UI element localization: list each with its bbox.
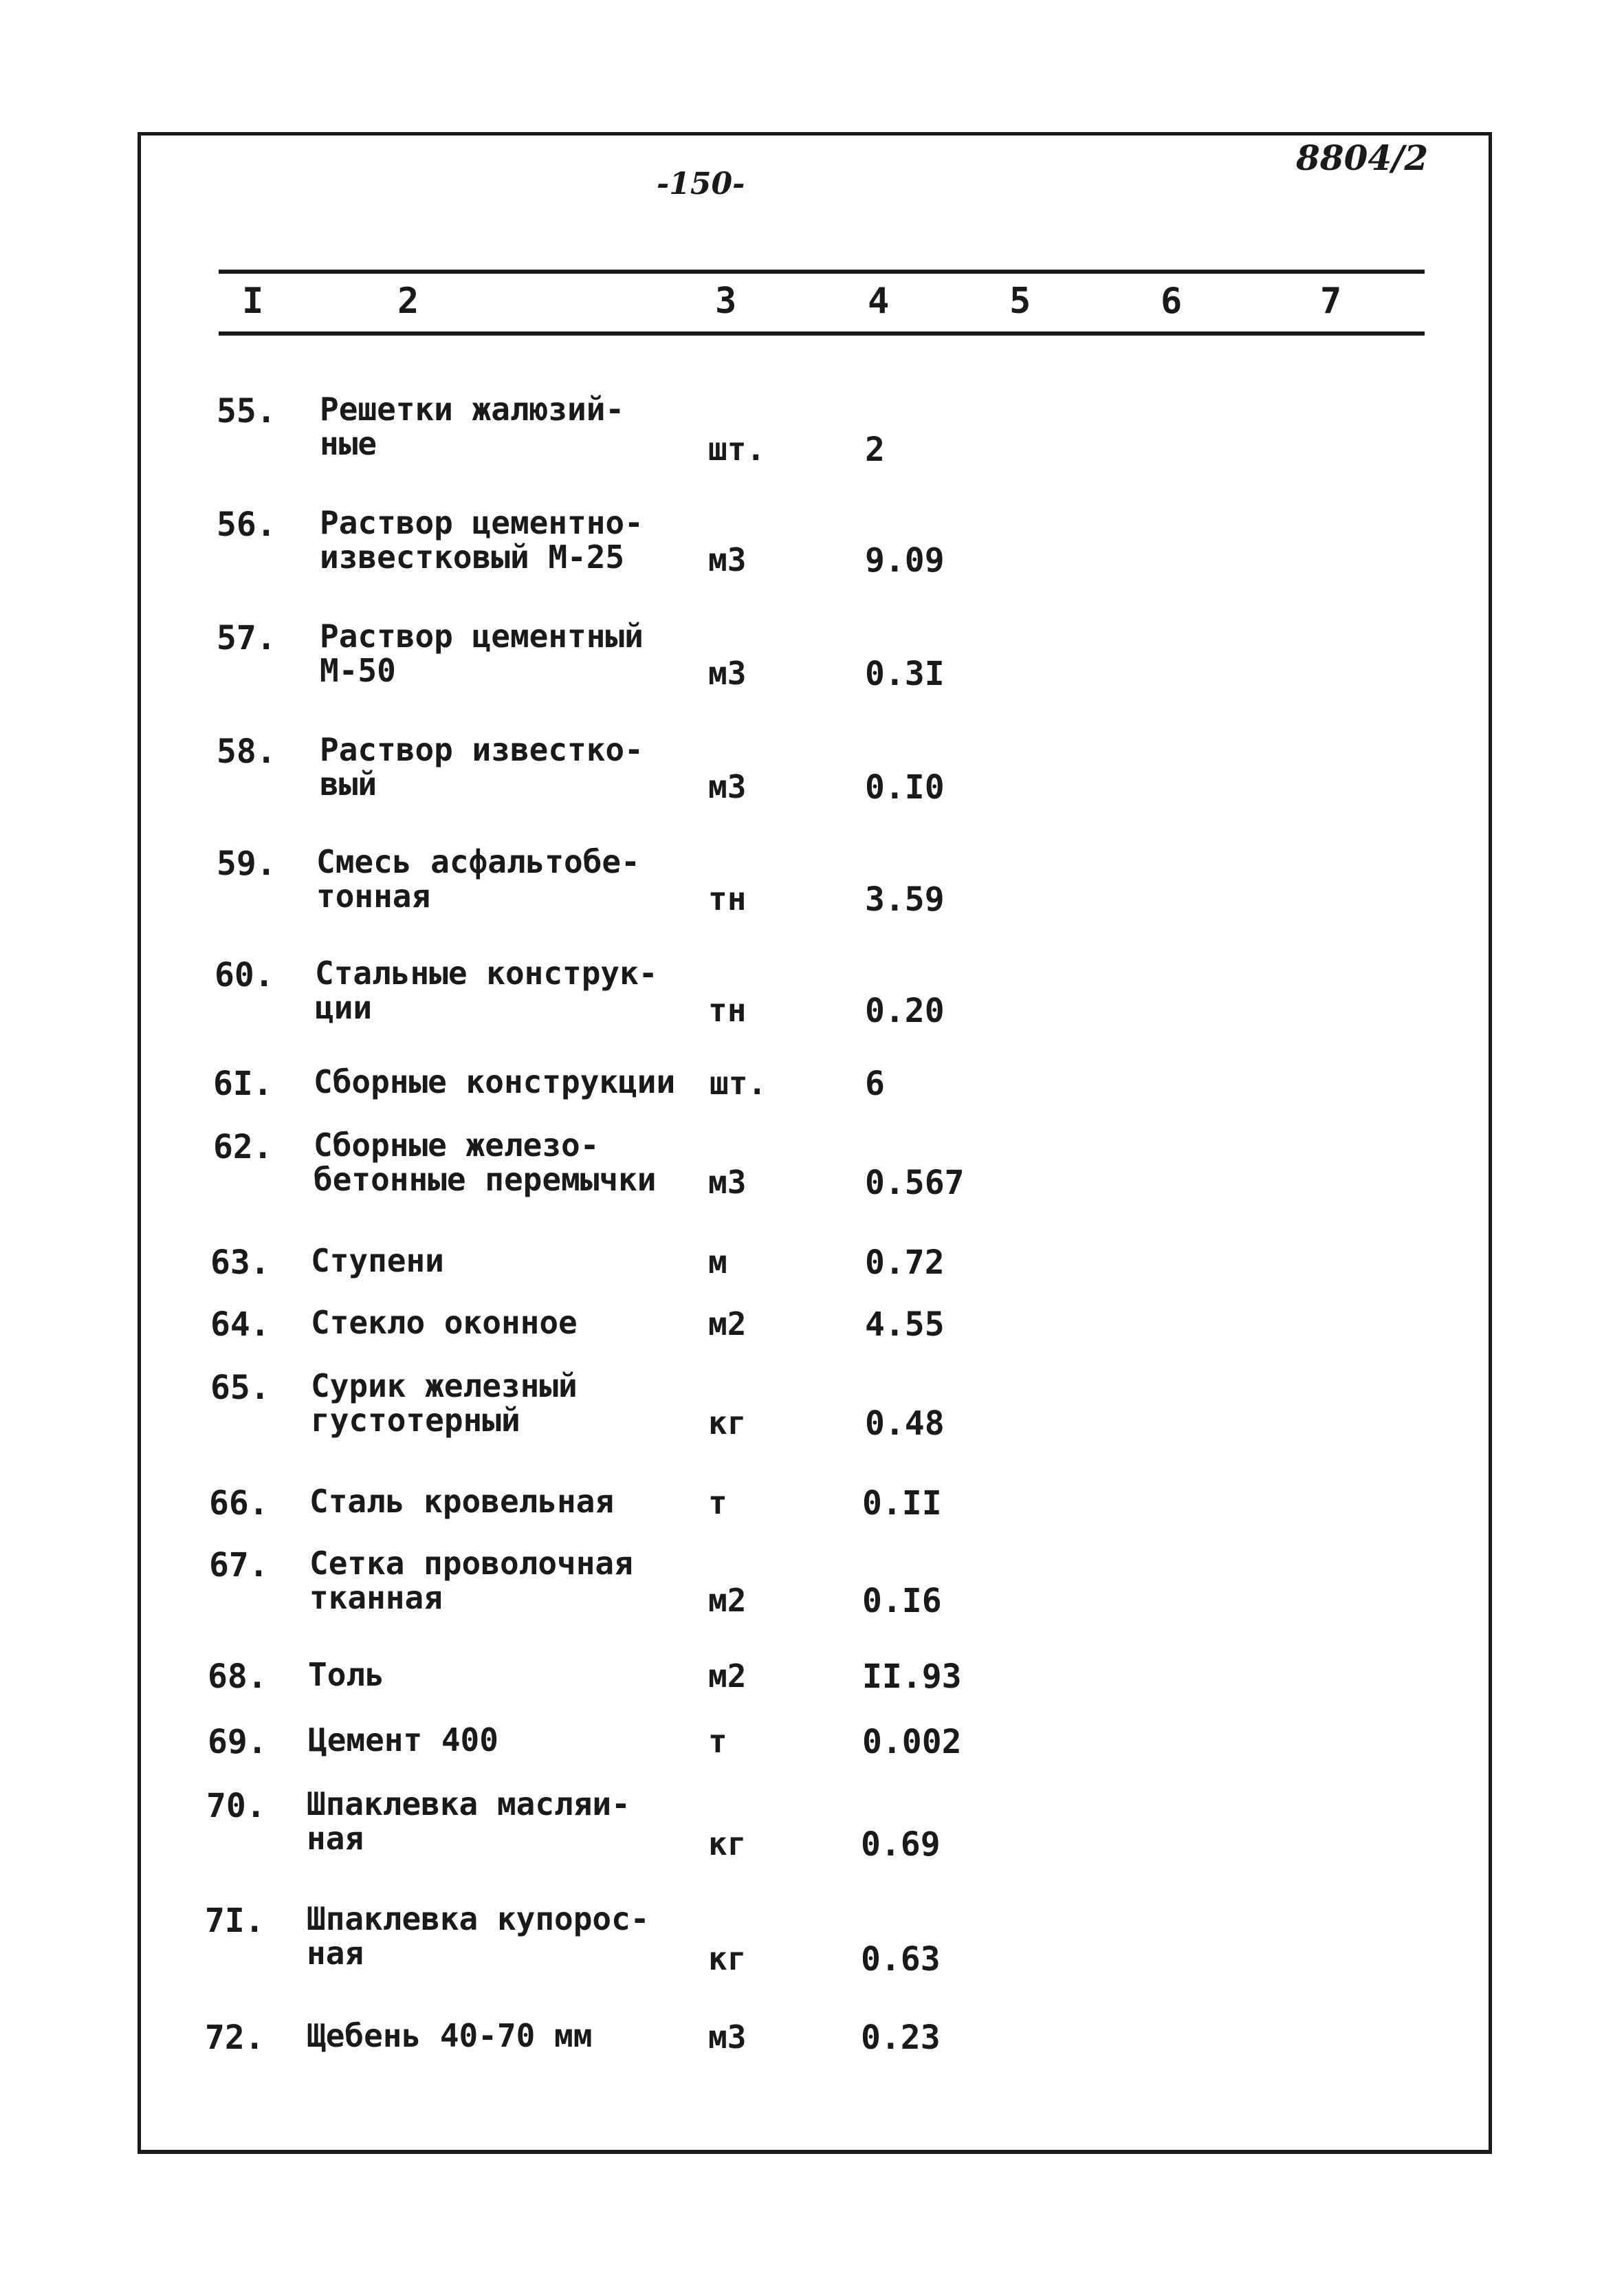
row-unit: тн	[708, 880, 747, 917]
row-quantity: 0.48	[865, 1404, 945, 1443]
row-unit: м3	[708, 655, 747, 692]
row-unit: тн	[708, 992, 747, 1029]
row-number: 65.	[210, 1369, 270, 1407]
row-material: Раствор цементно- известковый М-25	[320, 504, 644, 576]
row-quantity: 0.63	[861, 1940, 941, 1979]
row-material: Сетка проволочная тканная	[309, 1545, 633, 1616]
row-quantity: II.93	[862, 1657, 962, 1696]
row-quantity: 6	[865, 1065, 885, 1103]
row-quantity: 0.002	[862, 1723, 962, 1761]
column-header-3: 3	[715, 281, 737, 322]
row-number: 63.	[210, 1243, 270, 1282]
column-header-1: I	[242, 281, 264, 322]
row-number: 66.	[209, 1484, 269, 1523]
column-header-5: 5	[1009, 281, 1031, 322]
row-unit: м	[708, 1243, 727, 1281]
column-header-2: 2	[397, 281, 419, 322]
row-unit: м3	[708, 768, 747, 805]
header-rule-top	[219, 270, 1425, 274]
row-quantity: 0.69	[861, 1825, 941, 1864]
row-number: 58.	[217, 732, 276, 771]
row-quantity: 4.55	[865, 1305, 945, 1344]
row-material: Сборные железо- бетонные перемычки	[314, 1126, 657, 1198]
row-quantity: 0.3I	[865, 655, 945, 693]
row-quantity: 0.II	[862, 1484, 942, 1523]
row-quantity: 0.I6	[862, 1582, 942, 1620]
row-material: Раствор цементный М-50	[320, 618, 644, 689]
row-unit: м3	[708, 541, 747, 578]
row-unit: кг	[708, 1825, 747, 1862]
row-number: 64.	[210, 1305, 270, 1344]
row-quantity: 2	[865, 431, 885, 469]
row-material: Стекло оконное	[311, 1304, 578, 1341]
row-material: Сталь кровельная	[309, 1483, 615, 1520]
row-number: 68.	[208, 1657, 267, 1696]
row-number: 6I.	[213, 1065, 273, 1103]
row-quantity: 0.20	[865, 992, 945, 1030]
row-number: 70.	[206, 1787, 266, 1825]
row-unit: шт.	[708, 431, 766, 468]
row-number: 57.	[217, 619, 276, 657]
row-material: Цемент 400	[308, 1721, 498, 1759]
row-number: 56.	[217, 505, 276, 544]
row-quantity: 0.567	[865, 1164, 965, 1202]
header-rule-bottom	[219, 331, 1425, 336]
row-unit: м3	[708, 1164, 747, 1201]
row-material: Решетки жалюзий- ные	[320, 391, 625, 462]
row-number: 55.	[217, 392, 276, 431]
row-unit: м2	[708, 1305, 747, 1342]
row-unit: кг	[708, 1940, 747, 1977]
row-unit: м2	[708, 1657, 747, 1695]
row-material: Стальные конструк- ции	[315, 955, 658, 1026]
row-quantity: 0.I0	[865, 768, 945, 807]
column-header-7: 7	[1320, 281, 1342, 322]
row-number: 67.	[209, 1546, 269, 1585]
row-quantity: 9.09	[865, 541, 945, 580]
row-quantity: 3.59	[865, 880, 945, 919]
row-unit: м2	[708, 1582, 747, 1619]
row-material: Шпаклевка купорос- ная	[307, 1900, 650, 1972]
row-unit: м3	[708, 2018, 747, 2056]
row-unit: т	[708, 1723, 727, 1760]
row-material: Щебень 40-70 мм	[307, 2017, 593, 2054]
row-material: Ступени	[311, 1242, 444, 1279]
row-material: Толь	[308, 1656, 384, 1693]
row-unit: шт.	[710, 1065, 767, 1102]
column-header-6: 6	[1161, 281, 1183, 322]
row-number: 7I.	[205, 1902, 265, 1940]
row-material: Сурик железный густотерный	[311, 1367, 578, 1439]
column-header-4: 4	[868, 281, 890, 322]
row-number: 60.	[215, 956, 274, 994]
row-quantity: 0.72	[865, 1243, 945, 1282]
row-number: 59.	[217, 845, 276, 883]
row-unit: т	[708, 1484, 727, 1521]
row-number: 62.	[213, 1128, 273, 1166]
page-number: -150-	[657, 166, 745, 202]
row-unit: кг	[708, 1404, 747, 1441]
row-number: 69.	[208, 1723, 267, 1761]
row-material: Смесь асфальтобе- тонная	[316, 843, 640, 915]
row-quantity: 0.23	[861, 2018, 941, 2057]
row-material: Раствор известко- вый	[320, 731, 644, 803]
row-material: Шпаклевка масляи- ная	[307, 1785, 630, 1857]
row-material: Сборные конструкции	[314, 1063, 676, 1100]
row-number: 72.	[205, 2018, 265, 2057]
reference-number: 8804/2	[1296, 138, 1429, 178]
